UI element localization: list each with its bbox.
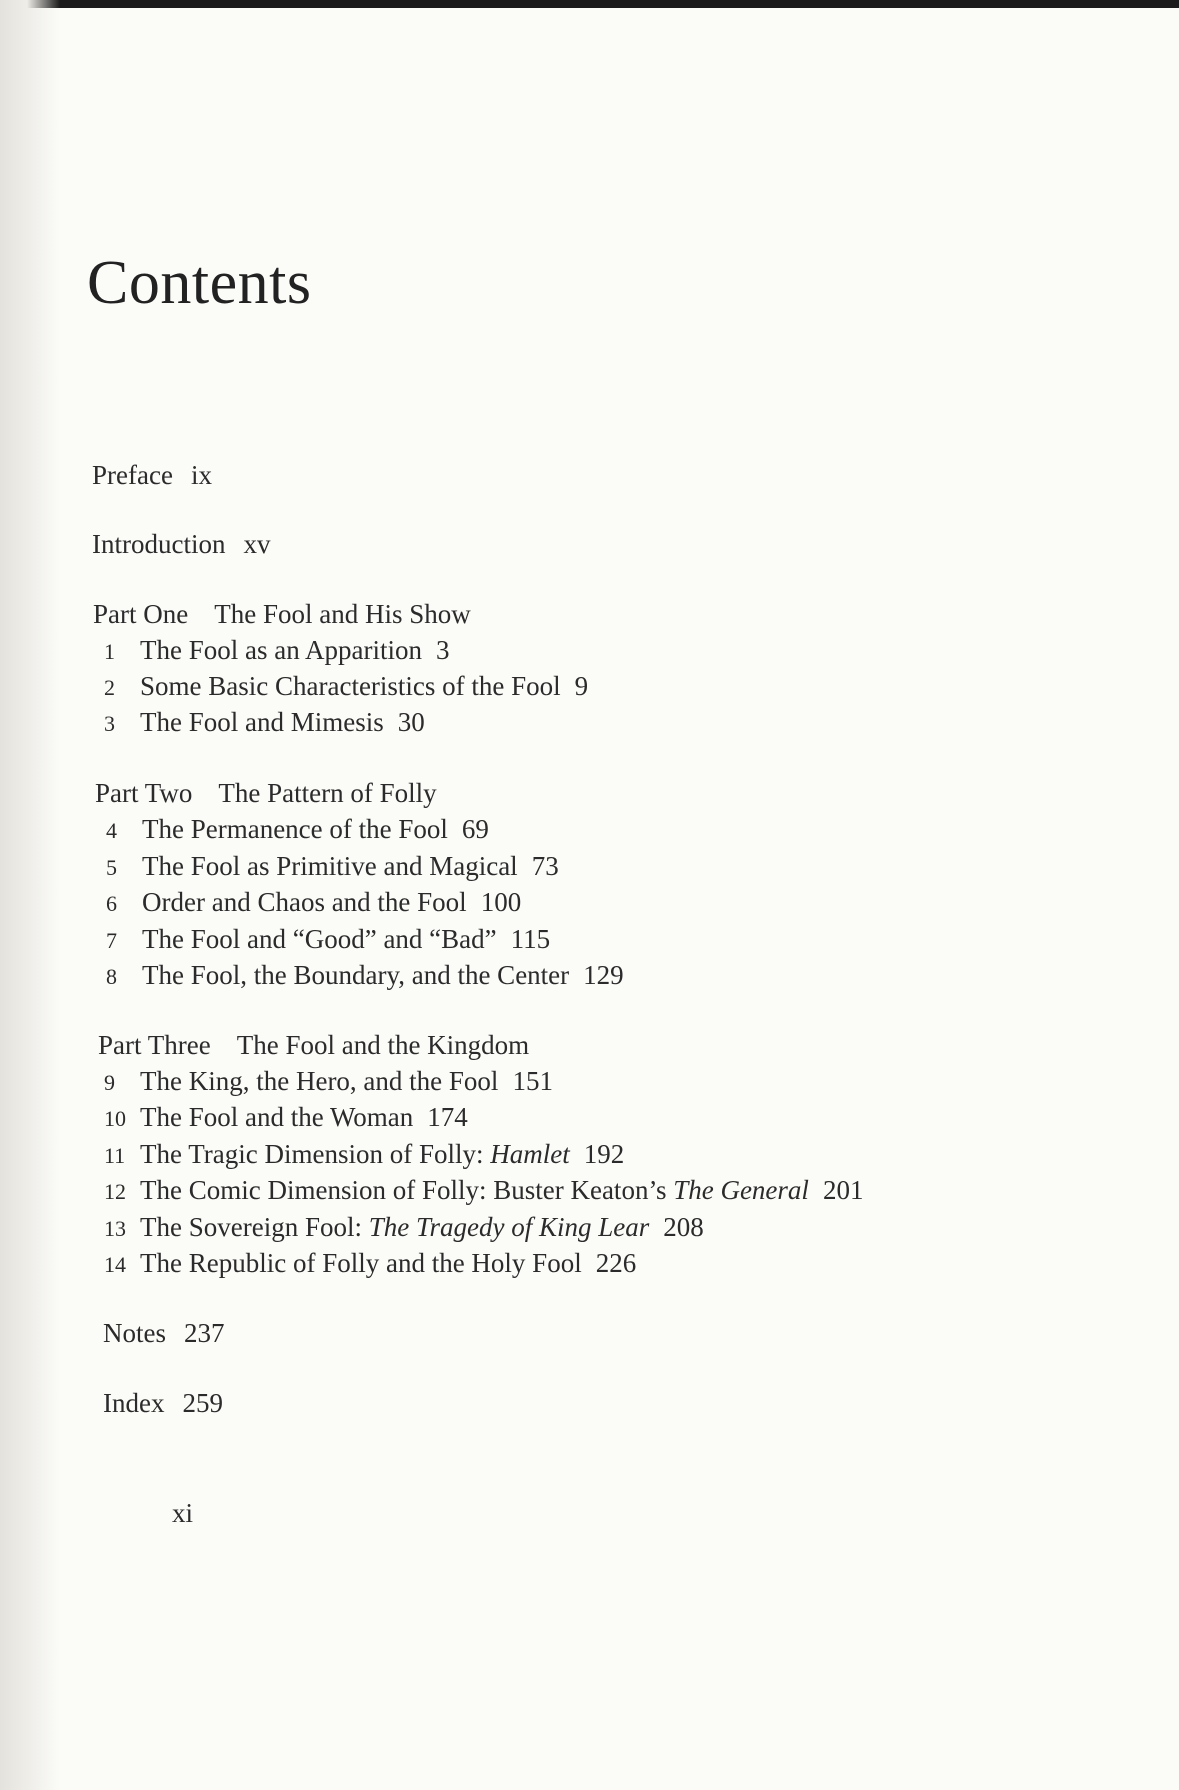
chapter-title: The Fool and the Woman bbox=[140, 1102, 414, 1132]
chapter-title: The Tragic Dimension of Folly: bbox=[140, 1139, 491, 1169]
chapter-page: 174 bbox=[427, 1102, 468, 1132]
part-heading-one bbox=[93, 601, 471, 628]
chapter-title: The Fool and “Good” and “Bad” bbox=[142, 924, 497, 954]
chapter-page: 129 bbox=[583, 960, 624, 990]
entry-page: 237 bbox=[184, 1318, 225, 1348]
chapter-title: The King, the Hero, and the Fool bbox=[140, 1066, 499, 1096]
entry-label: Introduction bbox=[92, 529, 226, 559]
chapter-page: 73 bbox=[531, 851, 559, 881]
chapter-title-italic: The General bbox=[673, 1175, 809, 1205]
entry-page: ix bbox=[190, 460, 212, 490]
toc-chapter bbox=[106, 962, 624, 989]
part-title: The Fool and the Kingdom bbox=[236, 1030, 530, 1060]
chapter-page: 3 bbox=[435, 635, 450, 665]
chapter-title: The Republic of Folly and the Holy Fool bbox=[140, 1248, 582, 1278]
chapter-number: 2 bbox=[104, 675, 115, 700]
toc-chapter bbox=[106, 853, 559, 880]
toc-chapter bbox=[104, 637, 449, 664]
part-heading-three bbox=[98, 1032, 529, 1059]
chapter-page: 226 bbox=[595, 1248, 637, 1278]
chapter-page: 208 bbox=[663, 1212, 704, 1242]
chapter-number: 12 bbox=[104, 1179, 126, 1204]
toc-chapter bbox=[104, 1250, 636, 1277]
chapter-number: 13 bbox=[104, 1216, 126, 1241]
chapter-page: 9 bbox=[574, 671, 589, 701]
chapter-number: 11 bbox=[104, 1143, 126, 1168]
toc-entry-notes bbox=[103, 1320, 225, 1347]
chapter-title: The Fool as an Apparition bbox=[140, 635, 422, 665]
entry-label: Preface bbox=[92, 460, 173, 490]
part-title: The Pattern of Folly bbox=[218, 778, 437, 808]
toc-entry-index bbox=[103, 1390, 223, 1417]
toc-chapter bbox=[104, 709, 425, 736]
chapter-page: 100 bbox=[480, 887, 522, 917]
chapter-page: 69 bbox=[461, 814, 489, 844]
entry-page: 259 bbox=[182, 1388, 223, 1418]
toc-entry-introduction bbox=[92, 531, 270, 558]
toc-chapter bbox=[106, 926, 550, 953]
toc-chapter bbox=[104, 1068, 553, 1095]
part-label: Part Three bbox=[98, 1030, 211, 1060]
chapter-title: The Fool, the Boundary, and the Center bbox=[142, 960, 570, 990]
toc-chapter bbox=[106, 889, 521, 916]
chapter-number: 8 bbox=[106, 964, 117, 989]
chapter-number: 14 bbox=[104, 1252, 126, 1277]
chapter-page: 30 bbox=[397, 707, 425, 737]
part-heading-two bbox=[95, 780, 437, 807]
chapter-page: 192 bbox=[583, 1139, 625, 1169]
chapter-page: 151 bbox=[512, 1066, 553, 1096]
chapter-number: 5 bbox=[106, 855, 117, 880]
chapter-title-italic: The Tragedy of King Lear bbox=[368, 1212, 650, 1242]
part-label: Part One bbox=[93, 599, 189, 629]
entry-label: Index bbox=[103, 1388, 165, 1418]
chapter-number: 1 bbox=[104, 639, 115, 664]
chapter-title: Some Basic Characteristics of the Fool bbox=[140, 671, 561, 701]
chapter-title: The Permanence of the Fool bbox=[142, 814, 448, 844]
chapter-page: 115 bbox=[510, 924, 551, 954]
chapter-number: 7 bbox=[106, 928, 117, 953]
toc-chapter bbox=[104, 1141, 624, 1168]
chapter-title: The Fool and Mimesis bbox=[140, 707, 384, 737]
toc-chapter bbox=[104, 1214, 704, 1241]
chapter-number: 4 bbox=[106, 818, 117, 843]
chapter-page: 201 bbox=[822, 1175, 864, 1205]
part-label: Part Two bbox=[95, 778, 193, 808]
chapter-title: The Comic Dimension of Folly: Buster Keaton’s bbox=[140, 1175, 674, 1205]
chapter-title-italic: Hamlet bbox=[490, 1139, 570, 1169]
part-title: The Fool and His Show bbox=[214, 599, 471, 629]
entry-page: xv bbox=[243, 529, 271, 559]
entry-label: Notes bbox=[103, 1318, 166, 1348]
chapter-number: 6 bbox=[106, 891, 117, 916]
chapter-title: The Fool as Primitive and Magical bbox=[142, 851, 518, 881]
chapter-title: Order and Chaos and the Fool bbox=[142, 887, 467, 917]
chapter-number: 10 bbox=[104, 1106, 126, 1131]
toc-chapter bbox=[104, 673, 588, 700]
chapter-title: The Sovereign Fool: bbox=[140, 1212, 369, 1242]
page-number: xi bbox=[172, 1498, 194, 1528]
chapter-number: 3 bbox=[104, 711, 115, 736]
toc-entry-preface bbox=[92, 462, 212, 489]
toc-chapter bbox=[106, 816, 489, 843]
chapter-number: 9 bbox=[104, 1070, 115, 1095]
toc-chapter bbox=[104, 1104, 468, 1131]
toc-chapter bbox=[104, 1177, 863, 1204]
page-title: Contents bbox=[87, 249, 312, 317]
